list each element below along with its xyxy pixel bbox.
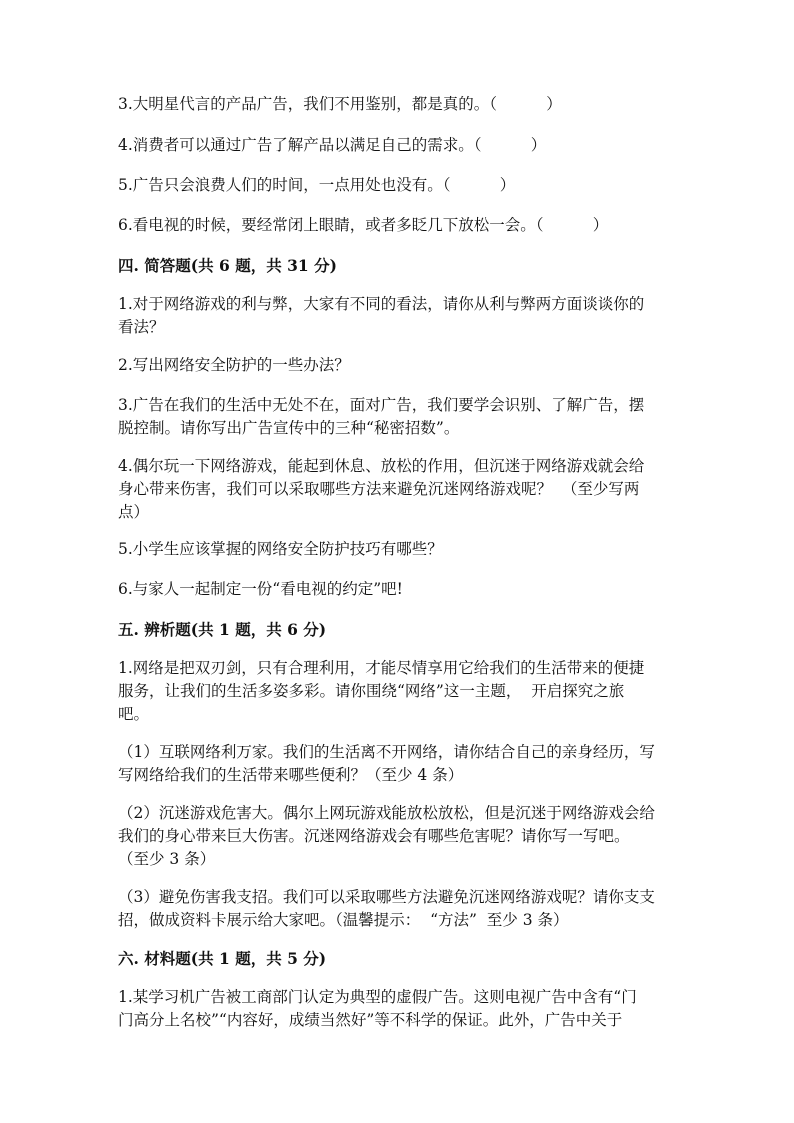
- question-line: 点）: [118, 503, 150, 521]
- s4-question-4: [118, 455, 644, 524]
- s6-question-1: [118, 986, 637, 1032]
- question-line: 1.网络是把双刃剑，只有合理利用，才能尽情享用它给我们的生活带来的便捷: [118, 659, 645, 677]
- question-line: （至少 3 条）: [118, 850, 216, 868]
- question-line: 吧。: [118, 705, 150, 723]
- question-line: 服务，让我们的生活多姿多彩。请你围绕“网络”这一主题， 开启探究之旅: [118, 682, 625, 700]
- question-line: 门高分上名校”“内容好，成绩当然好”等不科学的保证。此外，广告中关于: [118, 1011, 623, 1029]
- s5-sub-3: [118, 886, 655, 932]
- section-5-title: 五. 辨析题(共 1 题，共 6 分): [118, 620, 327, 639]
- s4-question-5: 5.小学生应该掌握的网络安全防护技巧有哪些？: [118, 540, 443, 558]
- question-line: 看法？: [118, 318, 165, 336]
- question-line: （3）避免伤害我支招。我们可以采取哪些方法避免沉迷网络游戏呢？请你支支: [118, 888, 655, 906]
- judgement-item-5: 5.广告只会浪费人们的时间，一点用处也没有。（ ）: [118, 176, 516, 194]
- question-line: （2）沉迷游戏危害大。偶尔上网玩游戏能放松放松，但是沉迷于网络游戏会给: [118, 804, 655, 822]
- s5-question-1: [118, 657, 644, 726]
- s4-question-2: 2.写出网络安全防护的一些办法？: [118, 356, 350, 374]
- question-line: 1.对于网络游戏的利与弊，大家有不同的看法，请你从利与弊两方面谈谈你的: [118, 295, 645, 313]
- judgement-item-6: 6.看电视的时候，要经常闭上眼睛，或者多眨几下放松一会。（ ）: [118, 216, 609, 234]
- question-line: 我们的身心带来巨大伤害。沉迷网络游戏会有哪些危害呢？请你写一写吧。: [118, 827, 630, 845]
- s5-sub-1: [118, 741, 655, 787]
- judgement-item-4: 4.消费者可以通过广告了解产品以满足自己的需求。（ ）: [118, 136, 547, 154]
- question-line: 招，做成资料卡展示给大家吧。（温馨提示： “方法” 至少 3 条）: [118, 911, 569, 929]
- question-line: （1）互联网络利万家。我们的生活离不开网络，请你结合自己的亲身经历，写: [118, 743, 655, 761]
- question-line: 3.广告在我们的生活中无处不在，面对广告，我们要学会识别、了解广告，摆: [118, 396, 645, 414]
- question-line: 1.某学习机广告被工商部门认定为典型的虚假广告。这则电视广告中含有“门: [118, 988, 637, 1006]
- question-line: 身心带来伤害，我们可以采取哪些方法来避免沉迷网络游戏呢？ （至少写两: [118, 480, 640, 498]
- judgement-item-3: 3.大明星代言的产品广告，我们不用鉴别，都是真的。（ ）: [118, 95, 562, 113]
- s5-sub-2: [118, 802, 655, 871]
- s4-question-3: [118, 394, 644, 440]
- section-4-title: 四. 简答题(共 6 题，共 31 分): [118, 256, 337, 275]
- s4-question-1: [118, 293, 644, 339]
- section-6-title: 六. 材料题(共 1 题，共 5 分): [118, 949, 327, 968]
- s4-question-6: 6.与家人一起制定一份“看电视的约定”吧!: [118, 580, 403, 598]
- question-line: 脱控制。请你写出广告宣传中的三种“秘密招数”。: [118, 419, 460, 437]
- question-line: 4.偶尔玩一下网络游戏，能起到休息、放松的作用，但沉迷于网络游戏就会给: [118, 457, 645, 475]
- question-line: 写网络给我们的生活带来哪些便利？（至少 4 条）: [118, 766, 464, 784]
